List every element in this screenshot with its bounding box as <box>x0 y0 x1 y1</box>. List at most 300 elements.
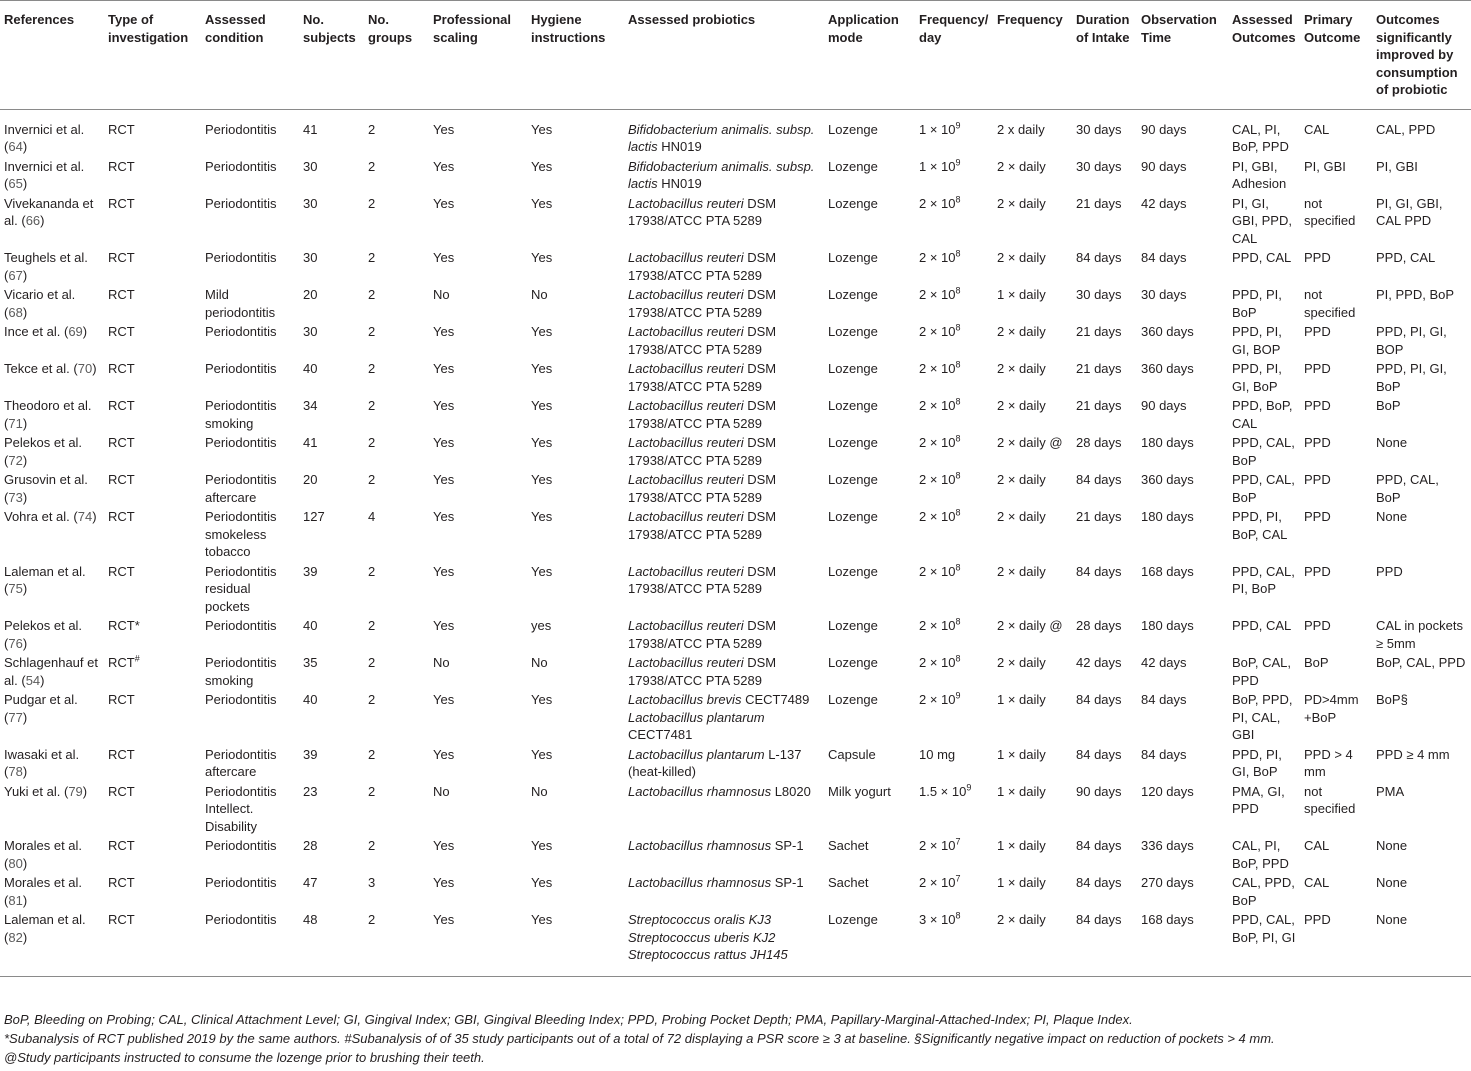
dose-base: 2 × 10 <box>919 618 956 633</box>
cell-condition: Periodontitis <box>205 324 277 339</box>
cell-condition: Mild periodontitis <box>205 287 276 320</box>
cell-primary-outcome: not specified <box>1304 287 1356 320</box>
probiotic-strain <box>628 286 820 321</box>
type-value: RCT <box>108 195 135 211</box>
reference-number: 65 <box>8 176 23 191</box>
table-row <box>0 689 1471 744</box>
cell-dose <box>915 247 993 284</box>
cell-observation: 42 days <box>1141 655 1187 670</box>
cell-scaling: Yes <box>433 158 455 174</box>
cell-duration: 28 days <box>1076 435 1122 450</box>
cell-hygiene: No <box>531 287 548 302</box>
cell-frequency: 1 × daily <box>997 746 1046 762</box>
strain-species: Lactobacillus plantarum <box>628 709 765 725</box>
dose-exponent: 8 <box>955 653 961 664</box>
cell-assessed-outcomes: PPD, CAL <box>1232 618 1292 633</box>
column-header: Frequency/ day <box>915 1 993 110</box>
cell-primary-outcome: BoP <box>1304 655 1329 670</box>
cell-observation: 30 days <box>1141 287 1187 302</box>
reference-number: 78 <box>8 764 23 779</box>
column-header: No. subjects <box>299 1 364 110</box>
cell-probiotics <box>624 321 824 358</box>
cell-reference: Yuki et al. (79) <box>4 783 88 799</box>
cell-reference: Morales et al. (81) <box>4 875 83 908</box>
cell-dose <box>915 395 993 432</box>
cell-observation: 180 days <box>1141 435 1194 450</box>
reference-number: 71 <box>8 415 23 431</box>
cell-probiotics <box>624 835 824 872</box>
strain-designation: CECT7481 <box>628 727 693 742</box>
cell-probiotics <box>624 395 824 432</box>
cell-scaling: Yes <box>433 435 455 450</box>
cell-dose <box>915 469 993 506</box>
cell-frequency: 1 × daily <box>997 287 1046 302</box>
table-row <box>0 781 1471 836</box>
cell-condition: Periodontitis <box>205 195 277 211</box>
dose-exponent: 8 <box>955 285 961 296</box>
dose-exponent: 8 <box>955 396 961 407</box>
strain-species: Lactobacillus reuteri <box>628 287 744 302</box>
probiotic-strain <box>628 434 820 469</box>
cell-subjects: 30 <box>303 324 318 339</box>
dose-exponent: 9 <box>955 120 961 131</box>
header-row <box>0 1 1471 110</box>
probiotic-strain <box>628 617 820 652</box>
table-body <box>0 109 1471 976</box>
dose-exponent: 9 <box>966 782 972 793</box>
probiotic-strain <box>628 837 820 855</box>
probiotic-strain <box>628 471 820 506</box>
cell-duration: 84 days <box>1076 875 1122 890</box>
reference-author: Vivekananda et al. <box>4 195 94 228</box>
cell-scaling: No <box>433 287 450 302</box>
dose-base: 2 × 10 <box>919 287 956 302</box>
cell-condition: Periodontitis <box>205 121 277 137</box>
cell-mode: Sachet <box>828 838 869 853</box>
strain-designation: SP-1 <box>771 875 804 890</box>
cell-subjects: 127 <box>303 509 325 524</box>
cell-assessed-outcomes: CAL, PI, BoP, PPD <box>1232 121 1289 154</box>
probiotic-strain <box>628 691 820 709</box>
cell-dose <box>915 321 993 358</box>
dose-base: 1 × 10 <box>919 121 956 137</box>
strain-species: Streptococcus uberis KJ2 <box>628 929 776 945</box>
cell-primary-outcome: CAL <box>1304 121 1330 137</box>
strain-species: Lactobacillus rhamnosus <box>628 783 772 799</box>
cell-hygiene: Yes <box>531 158 553 174</box>
cell-hygiene: yes <box>531 618 552 633</box>
type-value: RCT <box>108 783 135 799</box>
column-header: Outcomes significantly improved by consumption of probiotic <box>1372 1 1471 110</box>
strain-designation: DSM 17938/ATCC PTA 5289 <box>628 287 777 320</box>
cell-hygiene: Yes <box>531 121 553 137</box>
cell-reference: Schlagenhauf et al. (54) <box>4 655 98 688</box>
strain-designation: DSM 17938/ATCC PTA 5289 <box>628 563 777 596</box>
cell-dose <box>915 193 993 248</box>
cell-mode: Lozenge <box>828 435 878 450</box>
cell-groups: 4 <box>368 509 376 524</box>
strain-species: Bifidobacterium animalis. subsp. lactis <box>628 158 815 191</box>
cell-reference: Vohra et al. (74) <box>4 509 97 524</box>
cell-type <box>104 615 201 652</box>
cell-primary-outcome: PD>4mm +BoP <box>1304 692 1359 725</box>
cell-subjects: 48 <box>299 909 364 976</box>
reference-number: 68 <box>8 304 23 320</box>
type-value: RCT <box>108 324 135 339</box>
dose-base: 2 × 10 <box>919 361 956 376</box>
cell-duration: 21 days <box>1076 324 1122 339</box>
cell-type <box>104 432 201 469</box>
cell-condition: Periodontitis <box>205 875 277 890</box>
cell-assessed-outcomes: CAL, PI, BoP, PPD <box>1232 838 1289 871</box>
dose-exponent: 9 <box>955 690 961 701</box>
dose-exponent: 8 <box>955 507 961 518</box>
cell-observation: 84 days <box>1141 692 1187 707</box>
dose-base: 2 × 10 <box>919 324 956 339</box>
cell-groups: 2 <box>368 195 376 211</box>
cell-assessed-outcomes: PPD, BoP, CAL <box>1232 398 1293 431</box>
cell-primary-outcome: PPD <box>1304 435 1331 450</box>
cell-reference: Vicario et al. (68) <box>4 287 76 320</box>
cell-groups: 3 <box>368 875 376 890</box>
probiotic-strain <box>628 783 820 801</box>
probiotic-strain <box>628 249 820 284</box>
cell-primary-outcome: PPD <box>1304 361 1331 376</box>
cell-observation: 360 days <box>1141 472 1194 487</box>
cell-improved-outcomes: PPD, PI, GI, BOP <box>1376 324 1447 357</box>
strain-species: Lactobacillus reuteri <box>628 563 744 579</box>
strain-species: Streptococcus oralis KJ3 <box>628 912 772 927</box>
cell-mode: Lozenge <box>824 909 915 976</box>
probiotic-strain <box>628 121 820 156</box>
cell-probiotics <box>624 561 824 616</box>
cell-mode: Lozenge <box>828 563 878 579</box>
cell-scaling: Yes <box>433 472 455 487</box>
cell-improved-outcomes: None <box>1376 838 1408 853</box>
cell-primary-outcome: PPD <box>1300 909 1372 976</box>
dose-base: 1.5 × 10 <box>919 783 967 799</box>
cell-hygiene: Yes <box>531 563 553 579</box>
cell-scaling: Yes <box>433 875 455 890</box>
table-row <box>0 506 1471 561</box>
cell-duration: 84 days <box>1076 250 1122 265</box>
cell-improved-outcomes: BoP, CAL, PPD <box>1376 655 1466 670</box>
cell-reference: Teughels et al. (67) <box>4 250 88 283</box>
cell-condition: Periodontitis <box>205 838 277 853</box>
cell-probiotics <box>624 615 824 652</box>
cell-frequency: 1 × daily <box>997 692 1046 707</box>
cell-hygiene: Yes <box>531 838 553 853</box>
strain-species: Lactobacillus reuteri <box>628 361 744 376</box>
column-header: Professional scaling <box>429 1 527 110</box>
cell-duration: 21 days <box>1076 509 1122 524</box>
cell-condition: Periodontitis <box>205 618 277 633</box>
cell-assessed-outcomes: BoP, CAL, PPD <box>1232 655 1292 688</box>
cell-groups: 2 <box>368 746 376 762</box>
cell-mode: Lozenge <box>828 472 878 487</box>
cell-hygiene: Yes <box>531 250 553 265</box>
cell-scaling: Yes <box>433 838 455 853</box>
probiotic-strain <box>628 195 820 230</box>
cell-observation: 180 days <box>1141 618 1194 633</box>
cell-probiotics <box>624 652 824 689</box>
cell-probiotics <box>624 506 824 561</box>
reference-number: 66 <box>25 213 41 228</box>
cell-groups: 2 <box>368 472 376 487</box>
cell-scaling: Yes <box>429 909 527 976</box>
footnote-lozenge: @Study participants instructed to consume the lozenge prior to brushing their teeth. <box>4 1050 485 1065</box>
cell-type <box>104 247 201 284</box>
dose-exponent: 8 <box>955 248 961 259</box>
cell-scaling: No <box>433 783 450 799</box>
cell-assessed-outcomes: BoP, PPD, PI, CAL, GBI <box>1232 692 1293 742</box>
cell-groups: 2 <box>368 287 376 302</box>
cell-scaling: Yes <box>433 618 455 633</box>
dose-exponent: 7 <box>955 873 961 884</box>
strain-designation: DSM 17938/ATCC PTA 5289 <box>628 472 777 505</box>
cell-hygiene: Yes <box>527 909 624 976</box>
reference-author: Pudgar et al. <box>4 692 78 707</box>
type-value: RCT <box>108 287 135 302</box>
type-value: RCT <box>108 250 135 265</box>
cell-subjects: 41 <box>303 121 318 137</box>
reference-author: Teughels et al. <box>4 250 88 265</box>
column-header: Primary Outcome <box>1300 1 1372 110</box>
strain-species: Lactobacillus reuteri <box>628 655 744 670</box>
cell-type <box>104 506 201 561</box>
footnote-subanalysis: *Subanalysis of RCT published 2019 by the same authors. #Subanalysis of of 35 study participants out of a total of 72 displaying a PSR score ≥ 3 at baseline. §Significantly negative impact on reduction of pockets > 4 mm. <box>4 1031 1275 1046</box>
strain-species: Lactobacillus reuteri <box>628 472 744 487</box>
reference-author: Theodoro et al. <box>4 398 92 413</box>
table-row <box>0 909 1471 976</box>
cell-type <box>104 689 201 744</box>
cell-scaling: Yes <box>433 509 455 524</box>
strain-designation: DSM 17938/ATCC PTA 5289 <box>628 435 777 468</box>
cell-assessed-outcomes: PPD, PI, GI, BoP <box>1232 361 1282 394</box>
cell-improved-outcomes: PPD, PI, GI, BoP <box>1376 361 1447 394</box>
reference-number: 81 <box>8 892 23 908</box>
cell-frequency: 2 × daily @ <box>997 435 1063 450</box>
cell-frequency: 2 × daily <box>993 909 1072 976</box>
cell-mode: Lozenge <box>828 324 878 339</box>
strain-species: Lactobacillus rhamnosus <box>628 875 772 890</box>
strain-designation: DSM 17938/ATCC PTA 5289 <box>628 361 777 394</box>
cell-frequency: 2 × daily <box>997 509 1046 524</box>
column-header: Assessed probiotics <box>624 1 824 110</box>
reference-number: 70 <box>77 361 93 376</box>
type-value: RCT <box>108 563 135 579</box>
cell-assessed-outcomes: PPD, PI, BoP, CAL <box>1232 509 1288 542</box>
cell-assessed-outcomes: PPD, CAL, BoP <box>1232 435 1295 468</box>
cell-groups: 2 <box>368 783 376 799</box>
cell-type <box>104 744 201 781</box>
column-header: Hygiene instructions <box>527 1 624 110</box>
reference-number: 77 <box>8 709 23 725</box>
cell-mode: Lozenge <box>828 121 878 137</box>
cell-probiotics <box>624 358 824 395</box>
probiotic-strain <box>628 508 820 543</box>
cell-subjects: 34 <box>303 398 318 413</box>
footnote-abbreviations: BoP, Bleeding on Probing; CAL, Clinical Attachment Level; GI, Gingival Index; GBI, Gingival Bleeding Index; PPD, Probing Pocket Depth; PMA, Papillary-Marginal-Attached-Index; PI, Plaque Index. <box>4 1012 1133 1027</box>
cell-type <box>104 872 201 909</box>
cell-type <box>104 835 201 872</box>
type-value: RCT <box>108 912 135 927</box>
cell-improved-outcomes: PMA <box>1376 783 1405 799</box>
dose-base: 2 × 10 <box>919 838 956 853</box>
cell-dose <box>915 284 993 321</box>
cell-scaling: Yes <box>433 195 455 211</box>
dose-base: 2 × 10 <box>919 472 956 487</box>
type-value: RCT <box>108 509 135 524</box>
dose-exponent: 8 <box>955 910 961 921</box>
cell-primary-outcome: PI, GBI <box>1304 158 1346 174</box>
cell-frequency: 2 × daily <box>997 472 1046 487</box>
probiotic-strain <box>628 654 820 689</box>
dose-exponent: 8 <box>955 433 961 444</box>
cell-improved-outcomes: PI, GBI <box>1376 158 1418 174</box>
cell-primary-outcome: PPD <box>1304 398 1331 413</box>
cell-hygiene: Yes <box>531 875 553 890</box>
reference-author: Pelekos et al. <box>4 618 83 633</box>
strain-species: Streptococcus rattus JH145 <box>628 947 788 962</box>
cell-improved-outcomes: PI, PPD, BoP <box>1376 287 1455 302</box>
type-value: RCT <box>108 692 135 707</box>
cell-hygiene: Yes <box>531 746 553 762</box>
cell-condition: Periodontitis Intellect. Disability <box>205 783 277 834</box>
cell-primary-outcome: PPD <box>1304 472 1331 487</box>
cell-condition: Periodontitis smoking <box>205 655 277 688</box>
cell-observation: 168 days <box>1137 909 1228 976</box>
reference-author: Vicario et al. <box>4 287 76 302</box>
strain-species: Lactobacillus reuteri <box>628 509 744 524</box>
cell-dose <box>915 506 993 561</box>
cell-probiotics <box>624 909 824 976</box>
cell-assessed-outcomes: PPD, PI, GI, BoP <box>1232 746 1282 779</box>
reference-author: Grusovin et al. <box>4 472 88 487</box>
dose-base: 2 × 10 <box>919 875 956 890</box>
cell-frequency: 2 × daily <box>997 195 1046 211</box>
dose-exponent: 8 <box>955 470 961 481</box>
type-footnote-mark: # <box>134 653 140 664</box>
cell-assessed-outcomes: PI, GBI, Adhesion <box>1232 158 1287 191</box>
strain-designation: DSM 17938/ATCC PTA 5289 <box>628 324 777 357</box>
cell-improved-outcomes: BoP§ <box>1376 692 1408 707</box>
cell-duration: 42 days <box>1076 655 1122 670</box>
cell-groups: 2 <box>368 435 376 450</box>
strain-species: Lactobacillus reuteri <box>628 398 744 413</box>
probiotic-strain <box>628 397 820 432</box>
strain-species: Lactobacillus brevis <box>628 692 742 707</box>
dose-base: 3 × 10 <box>919 912 956 927</box>
dose-exponent: 9 <box>955 157 961 168</box>
type-value: RCT <box>108 121 135 137</box>
cell-type <box>104 909 201 976</box>
reference-author: Invernici et al. <box>4 121 85 137</box>
cell-hygiene: Yes <box>531 195 553 211</box>
cell-mode: Sachet <box>828 875 869 890</box>
table-row <box>0 358 1471 395</box>
cell-condition: Periodontitis <box>205 435 277 450</box>
probiotic-strain <box>628 911 820 929</box>
reference-number: 64 <box>8 139 23 154</box>
reference-number: 54 <box>25 672 41 688</box>
cell-improved-outcomes: PPD <box>1376 563 1403 579</box>
cell-probiotics <box>624 872 824 909</box>
cell-assessed-outcomes: PPD, CAL, BoP, PI, GI <box>1228 909 1300 976</box>
probiotic-strain <box>628 563 820 598</box>
cell-mode: Lozenge <box>828 250 878 265</box>
cell-assessed-outcomes: PPD, CAL, BoP <box>1232 472 1295 505</box>
cell-mode: Lozenge <box>828 158 878 174</box>
cell-assessed-outcomes: PI, GI, GBI, PPD, CAL <box>1232 195 1292 246</box>
cell-type <box>104 469 201 506</box>
cell-observation: 360 days <box>1141 324 1194 339</box>
probiotic-strain <box>628 709 820 744</box>
cell-reference: Pelekos et al. (76) <box>4 618 83 651</box>
cell-groups: 2 <box>368 655 376 670</box>
table-row <box>0 156 1471 193</box>
strain-species: Lactobacillus reuteri <box>628 250 744 265</box>
cell-subjects: 35 <box>303 655 318 670</box>
cell-subjects: 39 <box>303 746 318 762</box>
cell-reference: Vivekananda et al. (66) <box>4 195 94 228</box>
reference-number: 72 <box>8 452 23 468</box>
cell-subjects: 30 <box>303 195 318 211</box>
reference-author: Yuki et al. <box>4 783 61 799</box>
table-row <box>0 395 1471 432</box>
column-header: Observation Time <box>1137 1 1228 110</box>
cell-reference: Invernici et al. (64) <box>4 121 85 154</box>
column-header: Frequency <box>993 1 1072 110</box>
cell-groups: 2 <box>368 692 376 707</box>
dose-base: 2 × 10 <box>919 655 956 670</box>
cell-duration: 84 days <box>1076 746 1122 762</box>
cell-assessed-outcomes: PPD, CAL, PI, BoP <box>1232 563 1295 596</box>
dose-base: 10 mg <box>919 746 956 762</box>
cell-type <box>104 395 201 432</box>
cell-condition: Periodontitis <box>205 361 277 376</box>
cell-probiotics <box>624 689 824 744</box>
cell-probiotics <box>624 781 824 836</box>
reference-author: Vohra et al. <box>4 509 70 524</box>
type-value: RCT <box>108 746 135 762</box>
cell-subjects: 40 <box>303 618 318 633</box>
type-value: RCT <box>108 435 135 450</box>
cell-dose <box>915 109 993 156</box>
cell-duration: 30 days <box>1076 287 1122 302</box>
cell-dose <box>915 781 993 836</box>
cell-observation: 180 days <box>1141 509 1194 524</box>
cell-primary-outcome: PPD <box>1304 509 1331 524</box>
probiotic-strain <box>628 874 820 892</box>
strain-species: Lactobacillus reuteri <box>628 435 744 450</box>
cell-type <box>104 358 201 395</box>
dose-base: 1 × 10 <box>919 158 956 174</box>
cell-improved-outcomes: None <box>1376 435 1408 450</box>
cell-groups: 2 <box>368 563 376 579</box>
reference-number: 74 <box>77 509 93 524</box>
cell-dose <box>915 872 993 909</box>
cell-improved-outcomes: PPD, CAL, BoP <box>1376 472 1439 505</box>
reference-author: Laleman et al. <box>4 912 86 927</box>
cell-hygiene: Yes <box>531 361 553 376</box>
dose-base: 2 × 10 <box>919 692 956 707</box>
cell-duration: 28 days <box>1076 618 1122 633</box>
cell-dose <box>915 156 993 193</box>
cell-assessed-outcomes: PMA, GI, PPD <box>1232 783 1285 816</box>
cell-reference: Invernici et al. (65) <box>4 158 85 191</box>
probiotic-strain <box>628 929 820 947</box>
